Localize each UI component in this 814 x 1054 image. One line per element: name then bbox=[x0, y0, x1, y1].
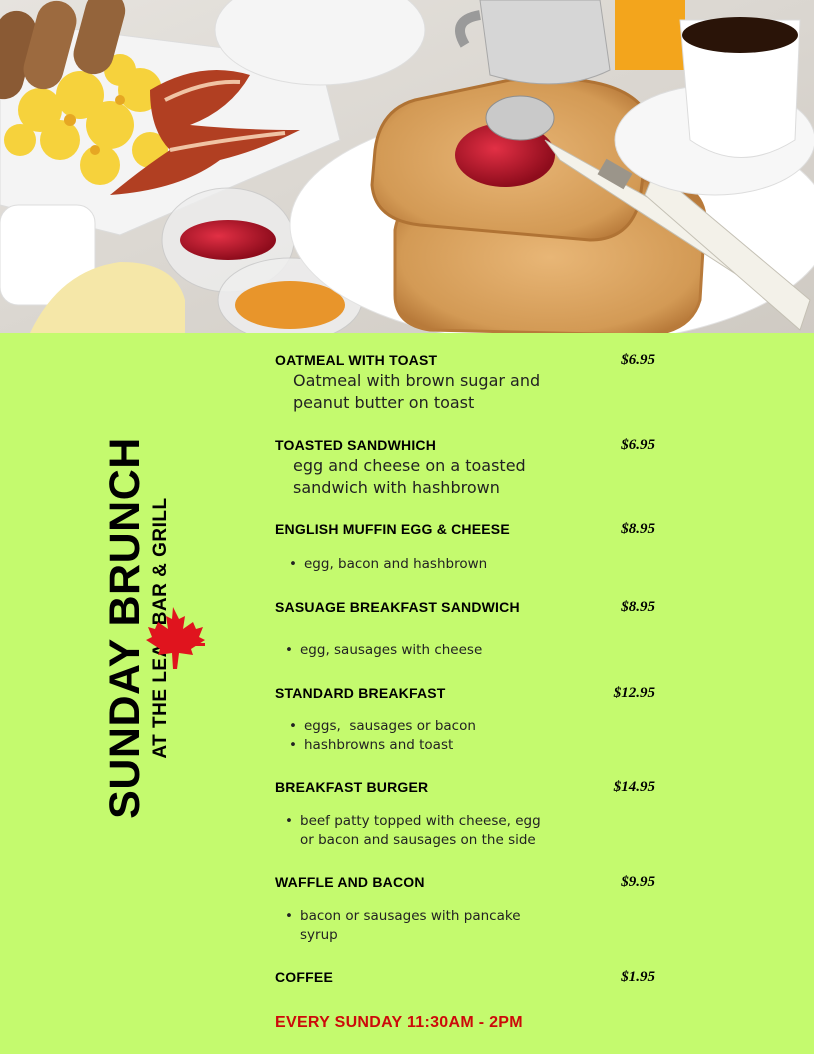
list-item: • beef patty topped with cheese, egg or bacon and sausages on the side bbox=[285, 812, 545, 850]
menu-item-name: TOASTED SANDWHICH bbox=[275, 437, 437, 453]
list-item: • egg, sausages with cheese bbox=[285, 641, 482, 660]
menu-item-name: WAFFLE AND BACON bbox=[275, 874, 425, 890]
list-item: • egg, bacon and hashbrown bbox=[289, 555, 487, 574]
menu-item-price: $9.95 bbox=[621, 874, 655, 890]
menu-item-bullets bbox=[289, 555, 487, 574]
menu-item-name: OATMEAL WITH TOAST bbox=[275, 352, 438, 368]
maple-leaf-icon bbox=[143, 607, 207, 669]
menu-item-bullets bbox=[289, 717, 476, 755]
list-item: • eggs, sausages or bacon bbox=[289, 717, 476, 736]
menu-item-price: $8.95 bbox=[621, 599, 655, 615]
menu-item-name: COFFEE bbox=[275, 969, 333, 985]
menu-item bbox=[275, 352, 655, 412]
hero-breakfast-photo bbox=[0, 0, 814, 333]
menu-item-name: STANDARD BREAKFAST bbox=[275, 685, 446, 701]
menu-item-bullets bbox=[285, 641, 482, 660]
menu-item-name: ENGLISH MUFFIN EGG & CHEESE bbox=[275, 521, 510, 537]
menu-item bbox=[275, 599, 655, 669]
schedule-text: EVERY SUNDAY 11:30AM - 2PM bbox=[275, 1014, 523, 1031]
list-item: • bacon or sausages with pancake syrup bbox=[285, 907, 525, 945]
menu-item-description: Oatmeal with brown sugar and peanut butter on toast bbox=[293, 371, 541, 412]
menu-item bbox=[275, 779, 655, 854]
menu-item-price: $6.95 bbox=[621, 437, 655, 453]
list-item: • hashbrowns and toast bbox=[289, 736, 476, 755]
menu-item bbox=[275, 521, 655, 581]
menu-item-name: BREAKFAST BURGER bbox=[275, 779, 429, 795]
menu-item-price: $6.95 bbox=[621, 352, 655, 368]
menu-item-price: $14.95 bbox=[613, 779, 655, 795]
menu-item bbox=[275, 874, 655, 949]
page-title: SUNDAY BRUNCH bbox=[101, 437, 149, 819]
menu-item bbox=[275, 685, 655, 760]
menu-item bbox=[275, 969, 655, 993]
menu-item-bullets bbox=[285, 812, 545, 850]
menu-item-price: $12.95 bbox=[613, 685, 655, 701]
menu-item-name: SASUAGE BREAKFAST SANDWICH bbox=[275, 599, 520, 615]
menu-item bbox=[275, 437, 655, 497]
menu-item-description: egg and cheese on a toasted sandwich with hashbrown bbox=[293, 456, 526, 497]
menu-item-price: $8.95 bbox=[621, 521, 655, 537]
menu-item-bullets bbox=[285, 907, 525, 945]
menu-item-price: $1.95 bbox=[621, 969, 655, 985]
